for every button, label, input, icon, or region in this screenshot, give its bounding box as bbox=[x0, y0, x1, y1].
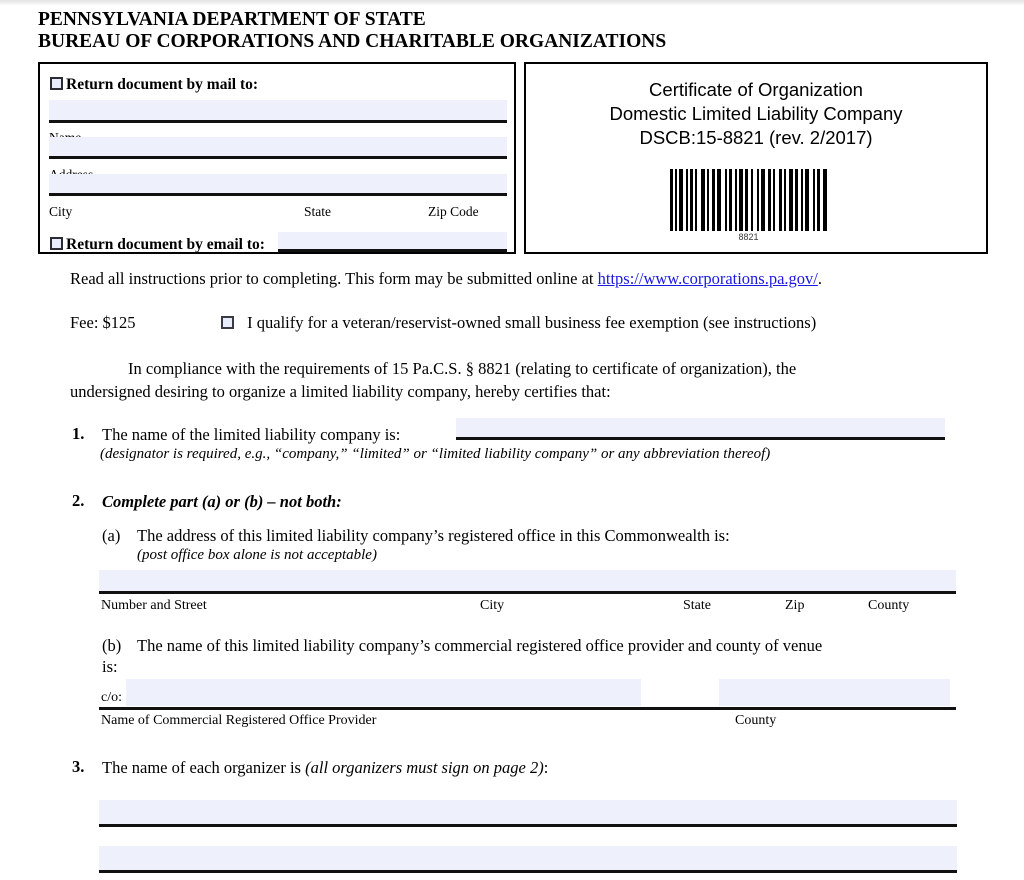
item-2b-rule bbox=[99, 707, 956, 710]
venue-county-input[interactable] bbox=[719, 679, 950, 706]
item-3-text-italic: (all organizers must sign on page 2) bbox=[305, 758, 544, 777]
fee-exemption-label: I qualify for a veteran/reservist-owned small business fee exemption (see instructions) bbox=[247, 313, 817, 332]
return-by-mail-checkbox-icon[interactable] bbox=[50, 77, 63, 90]
item-3-text bbox=[102, 757, 548, 779]
compliance-line2: undersigned desiring to organize a limited liability company, hereby certifies that: bbox=[70, 382, 611, 401]
item-3-text-end: : bbox=[543, 758, 549, 777]
instructions-line bbox=[70, 268, 822, 290]
return-by-mail-label: Return document by mail to: bbox=[66, 76, 259, 93]
return-email-field[interactable] bbox=[278, 232, 507, 252]
item-1-text: The name of the limited liability company is: bbox=[102, 425, 401, 444]
registered-office-provider-input[interactable] bbox=[126, 679, 641, 706]
item-2b-text-line1: The name of this limited liability company’s commercial registered office provider and county of venue bbox=[137, 636, 823, 655]
return-by-email-row[interactable] bbox=[50, 236, 265, 254]
return-city-field[interactable] bbox=[49, 174, 507, 196]
return-by-mail-row[interactable] bbox=[50, 76, 258, 94]
compliance-line1: In compliance with the requirements of 15 Pa.C.S. § 8821 (relating to certificate of organization), the bbox=[128, 359, 797, 378]
form-title-line2: Domestic Limited Liability Company bbox=[609, 103, 903, 124]
return-address-field[interactable] bbox=[49, 137, 507, 159]
item-2a-marker: (a) bbox=[102, 526, 121, 545]
barcode-number: 8821 bbox=[738, 232, 759, 242]
company-name-input[interactable] bbox=[456, 418, 945, 440]
form-title-box bbox=[524, 62, 988, 254]
organizer-2-input[interactable] bbox=[99, 846, 957, 873]
venue-county-label: County bbox=[735, 713, 777, 728]
co-label: c/o: bbox=[101, 690, 122, 705]
fee-exemption-row[interactable] bbox=[221, 312, 816, 334]
return-by-email-checkbox-icon[interactable] bbox=[50, 237, 63, 250]
barcode-icon bbox=[670, 169, 827, 231]
return-name-field[interactable] bbox=[49, 100, 507, 123]
return-city-label: City bbox=[49, 204, 73, 219]
form-title-line3: DSCB:15-8821 (rev. 2/2017) bbox=[639, 127, 873, 148]
item-3-number: 3. bbox=[72, 757, 85, 776]
return-by-email-label: Return document by email to: bbox=[66, 236, 265, 253]
address-label-number-street: Number and Street bbox=[101, 598, 207, 613]
return-zipcode-label: Zip Code bbox=[428, 204, 479, 219]
item-2b-marker: (b) bbox=[102, 636, 122, 655]
return-document-box bbox=[38, 62, 516, 254]
form-title-line1: Certificate of Organization bbox=[649, 79, 863, 100]
return-state-label: State bbox=[304, 204, 331, 219]
agency-header-line1: PENNSYLVANIA DEPARTMENT OF STATE bbox=[38, 9, 426, 30]
instructions-text-before: Read all instructions prior to completing. This form may be submitted online at bbox=[70, 269, 598, 288]
item-1-note: (designator is required, e.g., “company,” “limited” or “limited liability company” or any abbreviation thereof) bbox=[100, 446, 771, 462]
item-2-text: Complete part (a) or (b) – not both: bbox=[102, 492, 342, 511]
item-2b-text-line2: is: bbox=[102, 657, 118, 676]
fee-label: Fee: $125 bbox=[70, 313, 136, 332]
fee-exemption-checkbox-icon[interactable] bbox=[221, 316, 234, 329]
provider-label: Name of Commercial Registered Office Provider bbox=[101, 713, 377, 728]
address-label-city: City bbox=[480, 598, 505, 613]
item-2a-note: (post office box alone is not acceptable) bbox=[137, 547, 377, 563]
agency-header-line2: BUREAU OF CORPORATIONS AND CHARITABLE ORGANIZATIONS bbox=[38, 31, 667, 52]
corporations-pa-gov-link[interactable]: https://www.corporations.pa.gov/ bbox=[597, 269, 818, 288]
address-label-zip: Zip bbox=[785, 598, 805, 613]
registered-office-address-input[interactable] bbox=[99, 570, 956, 594]
address-label-county: County bbox=[868, 598, 910, 613]
agency-header bbox=[38, 9, 666, 53]
item-1-number: 1. bbox=[72, 424, 85, 443]
address-label-state: State bbox=[683, 598, 711, 613]
item-3-text-main: The name of each organizer is bbox=[102, 758, 306, 777]
item-2-number: 2. bbox=[72, 491, 85, 510]
item-2a-text: The address of this limited liability company’s registered office in this Commonwealth is: bbox=[137, 526, 730, 545]
instructions-text-after: . bbox=[817, 269, 823, 288]
organizer-1-input[interactable] bbox=[99, 800, 957, 827]
